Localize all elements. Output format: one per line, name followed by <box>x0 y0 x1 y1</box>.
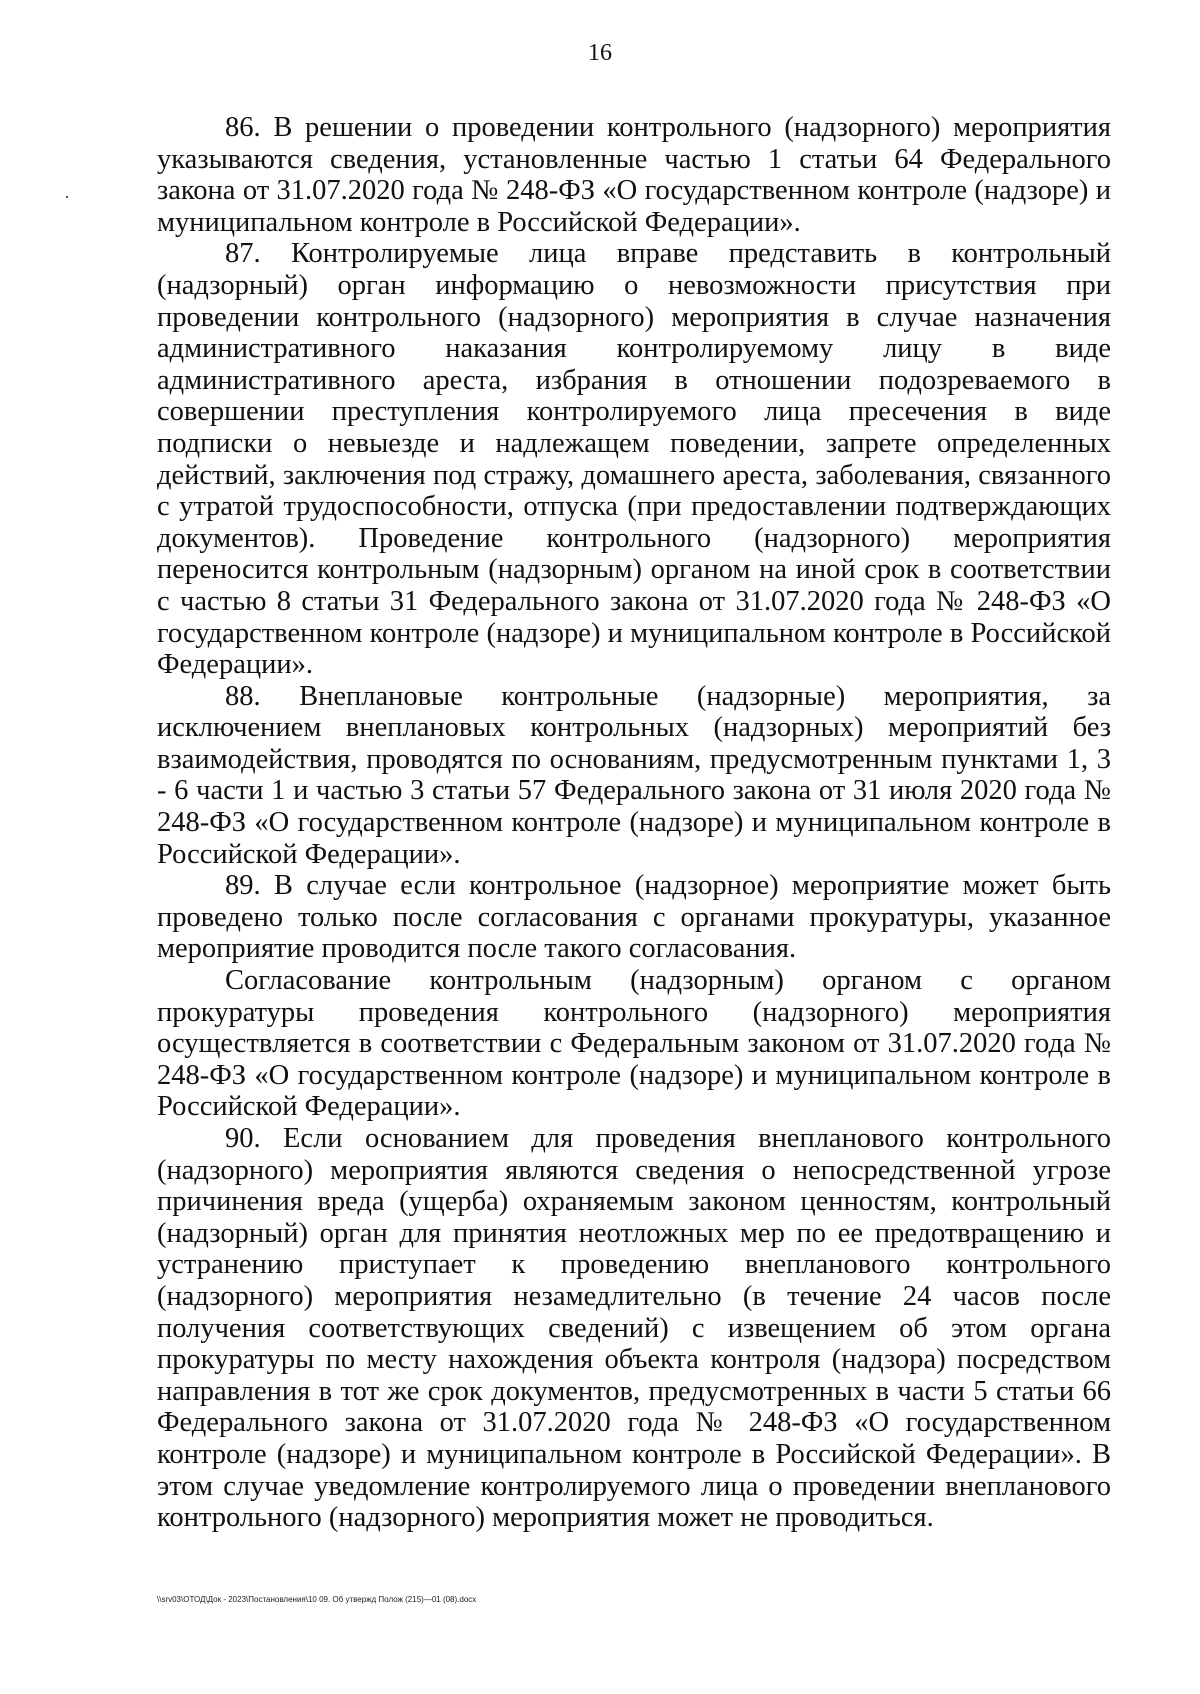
footer-file-path: \\srv03\ОТОД\Док - 2023\Постановления\10 09. Об утвержд Полож (215)—01 (08).docx <box>157 1595 477 1604</box>
paragraph-88: 88. Внеплановые контрольные (надзорные) мероприятия, за исключением внеплановых контрольных (надзорных) мероприятий без взаимодействия, проводятся по основаниям, предусмотренным пунктами 1, 3 - 6 части 1 и частью 3 статьи 57 Федерального закона от 31 июля 2020 года № 248-ФЗ «О государственном контроле (надзоре) и муниципальном контроле в Российской Федерации». <box>157 680 1111 870</box>
paragraph-86: 86. В решении о проведении контрольного (надзорного) мероприятия указываются сведения, установленные частью 1 статьи 64 Федерального закона от 31.07.2020 года № 248-ФЗ «О государственном контроле (надзоре) и муниципальном контроле в Российской Федерации». <box>157 112 1111 238</box>
margin-mark <box>66 196 68 198</box>
paragraph-87: 87. Контролируемые лица вправе представить в контрольный (надзорный) орган информацию о невозможности присутствия при проведении контрольного (надзорного) мероприятия в случае назначения административного наказания контролируемому лицу в виде административного ареста, избрания в отношении подозреваемого в совершении преступления контролируемого лица пресечения в виде подписки о невыезде и надлежащем поведении, запрете определенных действий, заключения под стражу, домашнего ареста, заболевания, связанного с утратой трудоспособности, отпуска (при предоставлении подтверждающих документов). Проведение контрольного (надзорного) мероприятия переносится контрольным (надзорным) органом на иной срок в соответствии с частью 8 статьи 31 Федерального закона от 31.07.2020 года № 248-ФЗ «О государственном контроле (надзоре) и муниципальном контроле в Российской Федерации». <box>157 238 1111 681</box>
page-number: 16 <box>588 40 612 66</box>
paragraph-89: 89. В случае если контрольное (надзорное) мероприятие может быть проведено только после согласования с органами прокуратуры, указанное мероприятие проводится после такого согласования. <box>157 870 1111 965</box>
paragraph-89-continuation: Согласование контрольным (надзорным) органом с органом прокуратуры проведения контрольного (надзорного) мероприятия осуществляется в соответствии с Федеральным законом от 31.07.2020 года № 248-ФЗ «О государственном контроле (надзоре) и муниципальном контроле в Российской Федерации». <box>157 965 1111 1123</box>
paragraph-90: 90. Если основанием для проведения внепланового контрольного (надзорного) мероприятия являются сведения о непосредственной угрозе причинения вреда (ущерба) охраняемым законом ценностям, контрольный (надзорный) орган для принятия неотложных мер по ее предотвращению и устранению приступает к проведению внепланового контрольного (надзорного) мероприятия незамедлительно (в течение 24 часов после получения соответствующих сведений) с извещением об этом органа прокуратуры по месту нахождения объекта контроля (надзора) посредством направления в тот же срок документов, предусмотренных в части 5 статьи 66 Федерального закона от 31.07.2020 года № 248-ФЗ «О государственном контроле (надзоре) и муниципальном контроле в Российской Федерации». В этом случае уведомление контролируемого лица о проведении внепланового контрольного (надзорного) мероприятия может не проводиться. <box>157 1123 1111 1534</box>
document-body <box>157 112 1111 1534</box>
